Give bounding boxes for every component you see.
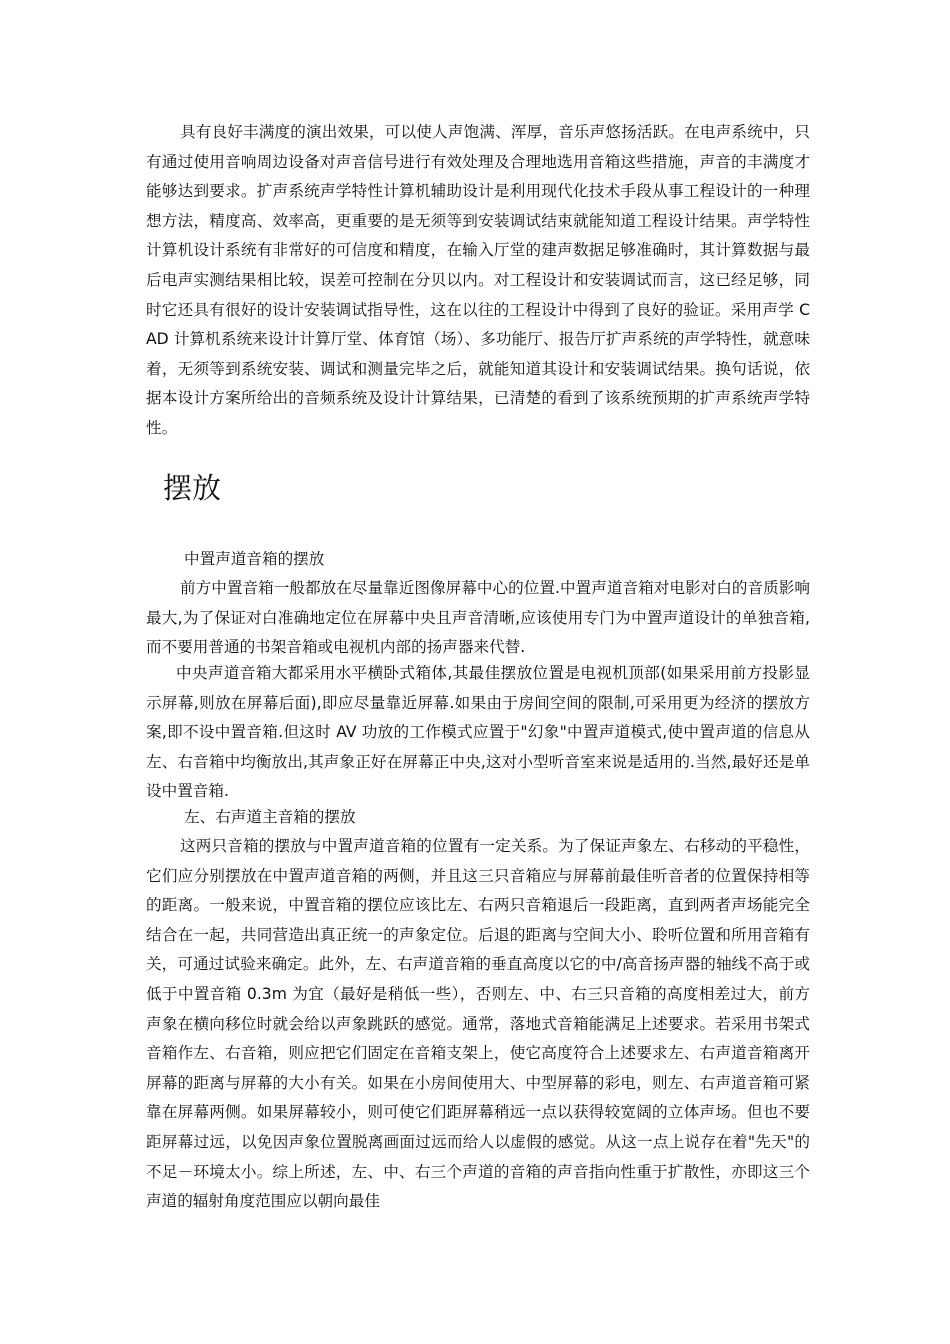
subheading-left-right-speakers: 左、右声道主音箱的摆放 (184, 808, 356, 826)
paragraph-left-right-speakers: 这两只音箱的摆放与中置声道音箱的位置有一定关系。为了保证声象左、右移动的平稳性，它们应分别摆放在中置声道音箱的两侧，并且这三只音箱应与屏幕前最佳听音者的位置保持相等的距离。一般来说，中置音箱的摆位应该比左、右两只音箱退后一段距离，直到两者声场能完全结合在一起，共同营造出真正统一的声象定位。后退的距离与空间大小、聆听位置和所用音箱有关，可通过试验来确定。此外，左、右声道音箱的垂直高度以它的中/高音扬声器的轴线不高于或低于中置音箱 0.3m 为宜（最好是稍低一些），否则左、中、右三只音箱的高度相差过大，前方声象在横向移位时就会给以声象跳跃的感觉。通常，落地式音箱能满足上述要求。若采用书架式音箱作左、右音箱，则应把它们固定在音箱支架上，使它高度符合上述要求左、右声道音箱离开屏幕的距离与屏幕的大小有关。如果在小房间使用大、中型屏幕的彩电，则左、右声道音箱可紧靠在屏幕两侧。如果屏幕较小，则可使它们距屏幕稍远一点以获得较宽阔的立体声场。但也不要距屏幕过远，以免因声象位置脱离画面过远而给人以虚假的感觉。从这一点上说存在着"先天"的不足－环境太小。综上所述，左、中、右三个声道的音箱的声音指向性重于扩散性，亦即这三个声道的辐射角度范围应以朝向最佳 (146, 837, 810, 1211)
intro-paragraph: 具有良好丰满度的演出效果，可以使人声饱满、浑厚，音乐声悠扬活跃。在电声系统中，只有通过使用音响周边设备对声音信号进行有效处理及合理地选用音箱这些措施，声音的丰满度才能够达到要求。扩声系统声学特性计算机辅助设计是利用现代化技术手段从事工程设计的一种理想方法，精度高、效率高，更重要的是无须等到安装调试结束就能知道工程设计结果。声学特性计算机设计系统有非常好的可信度和精度，在输入厅堂的建声数据足够准确时，其计算数据与最后电声实测结果相比较，误差可控制在分贝以内。对工程设计和安装调试而言，这已经足够，同时它还具有很好的设计安装调试指导性，这在以往的工程设计中得到了良好的验证。采用声学 CAD 计算机系统来设计计算厅堂、体育馆（场）、多功能厅、报告厅扩声系统的声学特性，就意味着，无须等到系统安装、调试和测量完毕之后，就能知道其设计和安装调试结果。换句话说，依据本设计方案所给出的音频系统及设计计算结果，已清楚的看到了该系统预期的扩声系统声学特性。 (146, 123, 810, 437)
subheading-center-speaker: 中置声道音箱的摆放 (184, 550, 325, 568)
paragraph-center-speaker-2: 中央声道音箱大都采用水平横卧式箱体,其最佳摆放位置是电视机顶部(如果采用前方投影显示屏幕,则放在屏幕后面),即应尽量靠近屏幕.如果由于房间空间的限制,可采用更为经济的摆放方案,即不设中置音箱.但这时 AV 功放的工作模式应置于"幻象"中置声道模式,使中置声道的信息从左、右音箱中均衡放出,其声象正好在屏幕正中央,这对小型听音室来说是适用的.当然,最好还是单设中置音箱. (146, 664, 810, 801)
paragraph-center-speaker-1: 前方中置音箱一般都放在尽量靠近图像屏幕中心的位置.中置声道音箱对电影对白的音质影响最大,为了保证对白准确地定位在屏幕中央且声音清晰,应该使用专门为中置声道设计的单独音箱,而不要用普通的书架音箱或电视机内部的扬声器来代替. (146, 579, 810, 657)
section-heading: 摆放 (163, 471, 222, 505)
